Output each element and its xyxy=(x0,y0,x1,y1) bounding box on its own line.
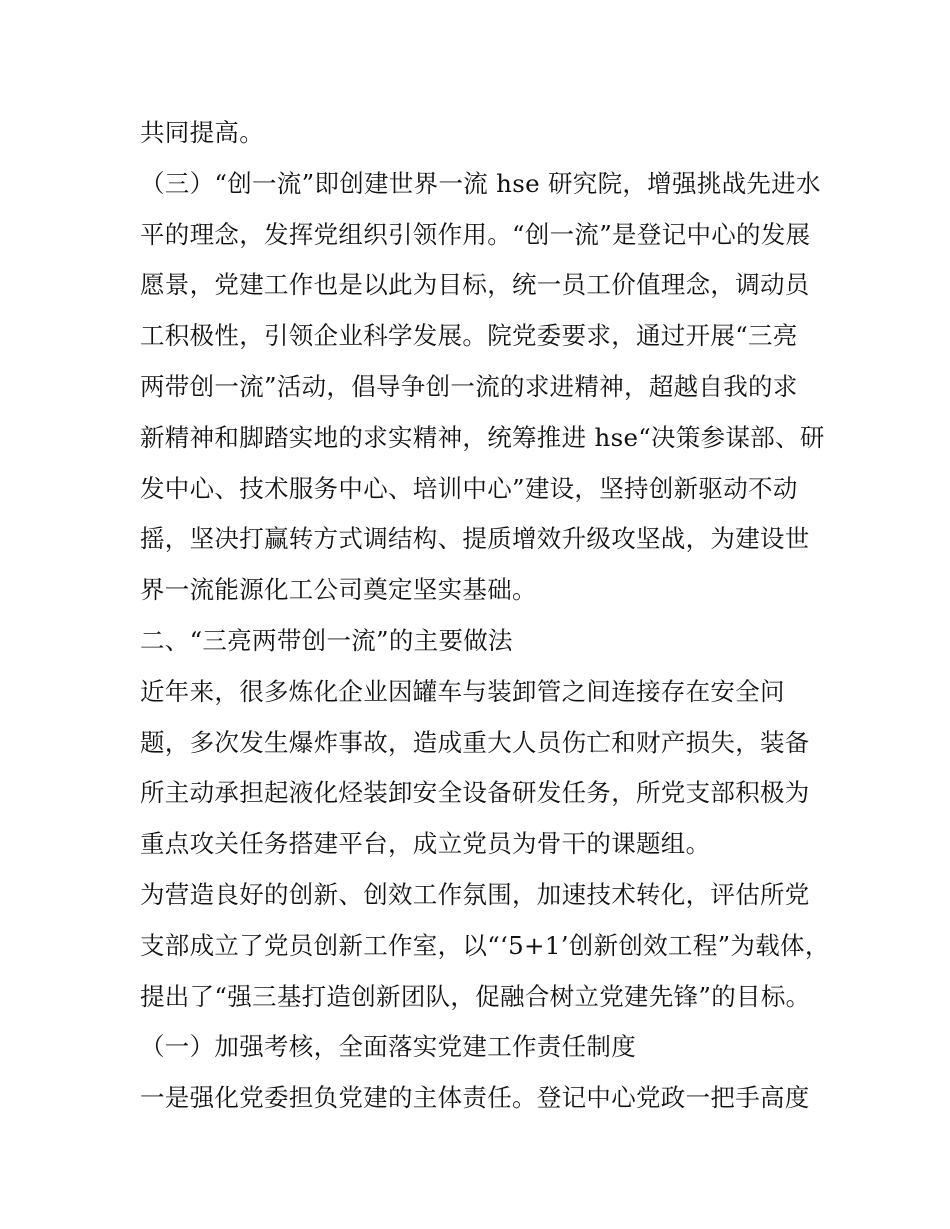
text-line: 愿景，党建工作也是以此为目标，统一员工价值理念，调动员 xyxy=(140,270,810,300)
text-line: 提出了“强三基打造创新团队，促融合树立党建先锋”的目标。 xyxy=(140,981,811,1011)
body-text xyxy=(140,108,840,1124)
text-line: 近年来，很多炼化企业因罐车与装卸管之间连接存在安全问 xyxy=(140,676,785,706)
text-line: 界一流能源化工公司奠定坚实基础。 xyxy=(140,575,537,605)
text-line: 工积极性，引领企业科学发展。院党委要求，通过开展“三亮 xyxy=(140,321,798,351)
text-line: 题，多次发生爆炸事故，造成重大人员伤亡和财产损失，装备 xyxy=(140,727,810,757)
text-line: 发中心、技术服务中心、培训中心”建设，坚持创新驱动不动 xyxy=(140,473,798,503)
text-line: 所主动承担起液化烃装卸安全设备研发任务，所党支部积极为 xyxy=(140,778,810,808)
text-line: （三）“创一流”即创建世界一流 hse 研究院，增强挑战先进水 xyxy=(140,168,821,198)
text-line: 新精神和脚踏实地的求实精神，统筹推进 hse“决策参谋部、研 xyxy=(140,422,825,452)
text-line: 支部成立了党员创新工作室，以“‘5+1’创新创效工程”为载体， xyxy=(140,930,830,960)
text-line: 平的理念，发挥党组织引领作用。“创一流”是登记中心的发展 xyxy=(140,219,811,249)
section-heading: 二、“三亮两带创一流”的主要做法 xyxy=(140,625,513,655)
text-line: 两带创一流”活动，倡导争创一流的求进精神，超越自我的求 xyxy=(140,371,798,401)
subsection-heading: （一）加强考核，全面落实党建工作责任制度 xyxy=(140,1032,636,1062)
text-line: 一是强化党委担负党建的主体责任。登记中心党政一把手高度 xyxy=(140,1083,810,1113)
text-line: 共同提高。 xyxy=(140,118,264,147)
text-line: 摇，坚决打赢转方式调结构、提质增效升级攻坚战，为建设世 xyxy=(140,524,810,554)
text-line: 重点攻关任务搭建平台，成立党员为骨干的课题组。 xyxy=(140,829,711,859)
text-line: 为营造良好的创新、创效工作氛围，加速技术转化，评估所党 xyxy=(140,879,810,909)
